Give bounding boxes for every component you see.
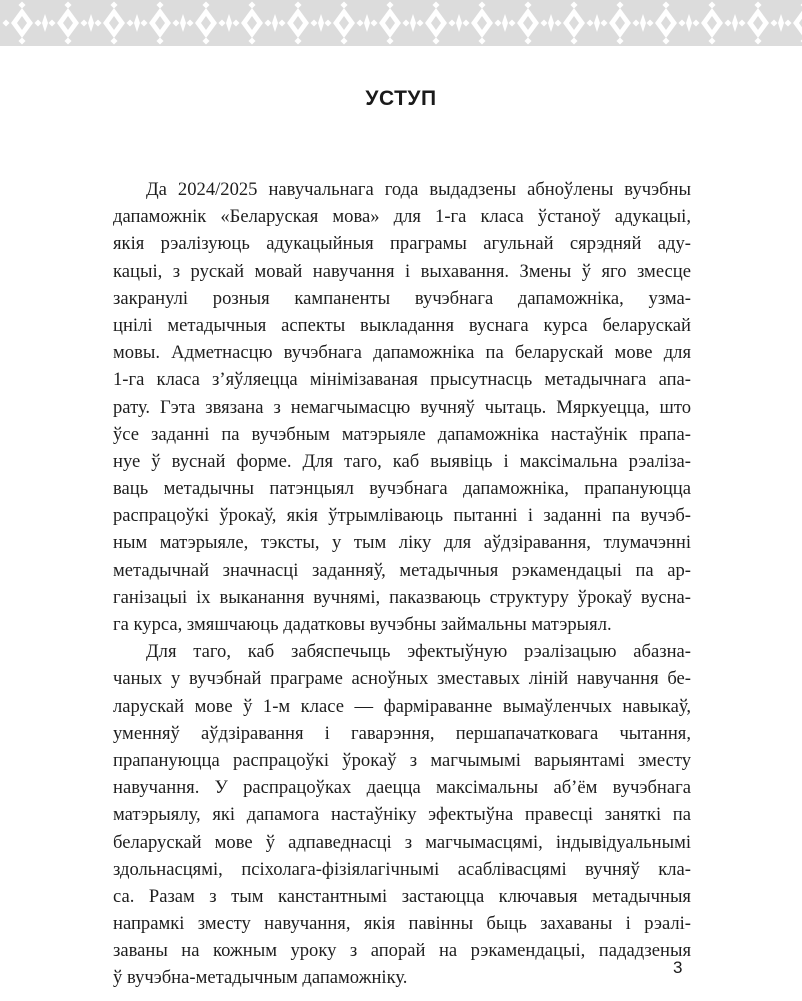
ornament-motif [462,1,508,44]
ornament-motif [324,1,370,44]
text-line: рату. Гэта звязана з немагчымасцю вучняў чытаць. Мяркуецца, што [113,396,691,418]
folk-ornament-band-icon [0,0,802,46]
ornament-motif [2,1,48,44]
text-line: цнілі метадычныя аспекты выкладання вуснага курса беларускай [113,314,691,336]
text-line: са. Разам з тым канстантнымі застаюцца ключавыя метадычныя [113,885,691,907]
text-line: распрацоўкі ўрокаў, якія ўтрымліваюць пытанні і заданні па вучэб- [113,505,691,527]
text-line: ў вучэбна-метадычным дапаможніку. [113,967,408,989]
ornament-motif [278,1,324,44]
ornament-motif [738,1,784,44]
text-line: ларускай мове ў 1-м класе — фарміраванне вымаўленчых навыкаў, [113,695,691,717]
text-line: беларускай мове ў адпаведнасці з магчымасцямі, індывідуальнымі [113,831,691,853]
text-line: ваць метадычны патэнцыял вучэбнага дапаможніка, прапануюцца [113,478,691,500]
text-line: уменняў аўдзіравання і гаварэння, першапачатковага чытання, [113,722,691,744]
page-number: 3 [673,958,683,977]
paragraph-1 [113,176,691,638]
text-line: Для таго, каб забяспечыць эфектыўную рэалізацыю абазна- [146,641,691,663]
text-line: метадычнай значнасці заданняў, метадычныя рэкамендацыі па ар- [113,559,691,581]
ornament-motif [48,1,94,44]
ornament-motif [554,1,600,44]
text-line: дапаможнік «Беларуская мова» для 1-га класа ўстаноў адукацыі, [113,206,691,228]
ornament-motif [370,1,416,44]
text-line: мовы. Адметнасцю вучэбнага дапаможніка па беларускай мове для [113,342,691,364]
ornament-motif [140,1,186,44]
body-text [113,176,691,992]
text-line: ным матэрыяле, тэксты, у тым ліку для аўдзіравання, тлумачэнні [113,532,691,554]
page-title: УСТУП [365,87,437,110]
text-line: ганізацыі іх выканання вучнямі, паказваюць структуру ўрокаў вусна- [113,586,691,608]
paragraph-2 [113,638,691,991]
text-line: 1-га класа з’яўляецца мінімізаваная прысутнасць метадычнага апа- [113,369,691,391]
ornament-motif [232,1,278,44]
ornament-motif [416,1,462,44]
ornament-motif [784,1,802,44]
text-line: Да 2024/2025 навучальнага года выдадзены абноўлены вучэбны [146,179,691,200]
text-line: нуе ў вуснай форме. Для таго, каб выявіць і максімальна рэалізa- [113,450,691,472]
text-line: здольнасцямі, псіхолага-фізіялагічнымі асаблівасцямі вучняў кла- [113,858,691,880]
ornament-motif [94,1,140,44]
text-line: навучання. У распрацоўках даецца максімальны аб’ём вучэбнага [113,777,691,799]
text-line: чаных у вучэбнай праграме асноўных зместавых ліній навучання бе- [113,668,691,690]
text-line: кацыі, з рускай мовай навучання і выхавання. Змены ў яго змесце [113,260,691,282]
ornament-motif [600,1,646,44]
text-line: ўсе заданні па вучэбным матэрыяле дапаможніка настаўнік прапа- [113,423,691,445]
text-line: заваны на кожным уроку з апорай на рэкамендацыі, пададзеныя [113,940,691,962]
text-line: якія рэалізуюць адукацыйныя праграмы агульнай сярэдняй аду- [113,233,691,255]
text-line: матэрыялу, які дапамога настаўніку эфектыўна правесці заняткі па [113,804,691,826]
text-line: напрамкі зместу навучання, якія павінны быць захаваны і рэалі- [113,913,691,935]
text-line: прапануюцца распрацоўкі ўрокаў з магчымымі варыянтамі зместу [113,749,691,771]
text-line: га курса, змяшчаюць дадатковы вучэбны займальны матэрыял. [113,614,612,635]
ornament-motif [508,1,554,44]
text-line: закранулі розныя кампаненты вучэбнага дапаможніка, узма- [113,287,691,309]
ornament-motif [186,1,232,44]
ornament-motif [692,1,738,44]
ornament-motif [646,1,692,44]
